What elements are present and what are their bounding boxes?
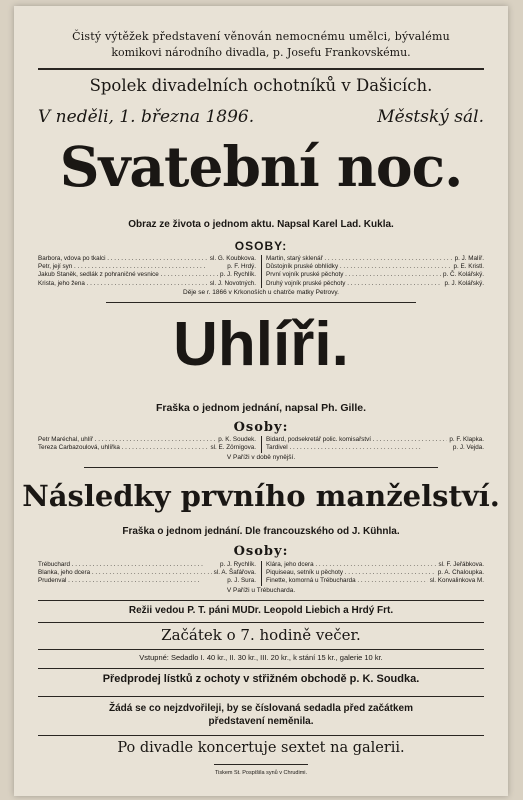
play1-setting: Děje se r. 1866 v Krkonoších u chatrče matky Petrovy. (183, 289, 339, 296)
benefit-line-1: Čistý výtěžek představení věnován nemocnému umělci, bývalému (72, 30, 450, 43)
benefit-line-2: komikovi národního divadla, p. Josefu Frankovskému. (111, 46, 411, 59)
cast-row: Jakub Staněk, sedlák z pohraničné vesnice . . . p. J. Rychlík. (38, 271, 256, 279)
cast-row: Prudenval . . . p. J. Sura. (38, 577, 256, 585)
cast-row: Druhý vojník pruské pěchoty . . . p. J. Kolářský. (266, 280, 484, 288)
request-line-2: představení neměnila. (208, 716, 314, 727)
venue: Městský sál. (377, 107, 484, 127)
play2-cast-right (266, 436, 484, 452)
cast-row: Petr Maréchal, uhlíř . . . p. K. Soudek. (38, 436, 256, 444)
cast-row: Blanka, jeho dcera . . . sl. A. Šafářova. (38, 569, 256, 577)
play1-title: Svatební noc. (59, 134, 463, 199)
play1-cast-heading: OSOBY: (234, 239, 288, 253)
cast-row: Petr, její syn . . . p. F. Hrdý. (38, 263, 256, 271)
play3-subtitle: Fraška o jednom jednání. Dle francouzského od J. Kühnla. (122, 526, 400, 537)
play2-setting: V Paříži v době nynější. (226, 454, 296, 461)
society-name: Spolek divadelních ochotníků v Dašicích. (89, 76, 433, 95)
play2-cast-heading: Osoby: (233, 420, 289, 435)
cast-divider (261, 255, 262, 288)
divider (38, 649, 484, 650)
poster (14, 6, 508, 796)
play3-cast-left (38, 561, 256, 586)
cast-row: Barbora, vdova po tkalci . . . sl. G. Koubkova. (38, 255, 256, 263)
divider (38, 696, 484, 697)
divider (38, 735, 484, 736)
cast-row: Krista, jeho žena . . . sl. J. Novotných. (38, 280, 256, 288)
divider (38, 622, 484, 623)
play2-title: Uhlíři. (173, 310, 349, 379)
cast-row: První vojník pruské pěchoty . . . p. Č. Kolářský. (266, 271, 484, 279)
cast-row: Piquiseau, setník u pěchoty . . . p. A. Chaloupka. (266, 569, 484, 577)
cast-row: Martin, starý sklenář . . . p. J. Malíř. (266, 255, 484, 263)
divider (38, 68, 484, 70)
concert-note: Po divadle koncertuje sextet na galerii. (117, 740, 405, 756)
presale-note: Předprodej lístků z ochoty v střižném obchodě p. K. Soudka. (102, 673, 420, 685)
divider (38, 600, 484, 601)
play3-setting: V Paříži u Trébucharda. (226, 587, 296, 594)
cast-row: Klára, jeho dcera . . . sl. F. Jeřábkova. (266, 561, 484, 569)
divider (106, 302, 416, 303)
cast-row: Tereza Carbazoulová, uhlířka . . . sl. E. Zörnigova. (38, 444, 256, 452)
cast-row: Finette, komorná u Trébucharda . . . sl. Konvalinkova M. (266, 577, 484, 585)
play3-cast-heading: Osoby: (233, 544, 289, 559)
printer-imprint: Tiskem St. Pospíšila synů v Chrudimi. (214, 770, 308, 776)
play1-cast-right (266, 255, 484, 288)
cast-divider (261, 436, 262, 453)
direction-note: Režii vedou P. T. páni MUDr. Leopold Liebich a Hrdý Frt. (128, 605, 394, 616)
cast-row: Bidard, podsekretář polic. komisařství . . . p. F. Klapka. (266, 436, 484, 444)
play1-cast-left (38, 255, 256, 288)
divider (214, 764, 308, 765)
play2-cast-left (38, 436, 256, 452)
play2-subtitle: Fraška o jednom jednání, napsal Ph. Gille. (155, 402, 367, 414)
cast-divider (261, 561, 262, 586)
play3-cast-right (266, 561, 484, 586)
play3-title: Následky prvního manželství. (22, 479, 500, 513)
divider (84, 467, 438, 468)
play1-subtitle: Obraz ze života o jednom aktu. Napsal Karel Lad. Kukla. (128, 219, 394, 230)
cast-row: Trébuchard . . . p. J. Rychlík. (38, 561, 256, 569)
request-line-1: Žádá se co nejzdvořileji, by se číslovaná sedadla před začátkem (108, 703, 414, 714)
admission-prices: Vstupné: Sedadlo I. 40 kr., II. 30 kr., III. 20 kr., k stání 15 kr., galerie 10 kr. (139, 653, 383, 662)
performance-date: V neděli, 1. března 1896. (38, 107, 255, 127)
divider (38, 668, 484, 669)
cast-row: Důstojník pruské obhlídky . . . p. E. Kristl. (266, 263, 484, 271)
start-time: Začátek o 7. hodině večer. (161, 626, 361, 644)
cast-row: Tardivel . . . p. J. Vejda. (266, 444, 484, 452)
